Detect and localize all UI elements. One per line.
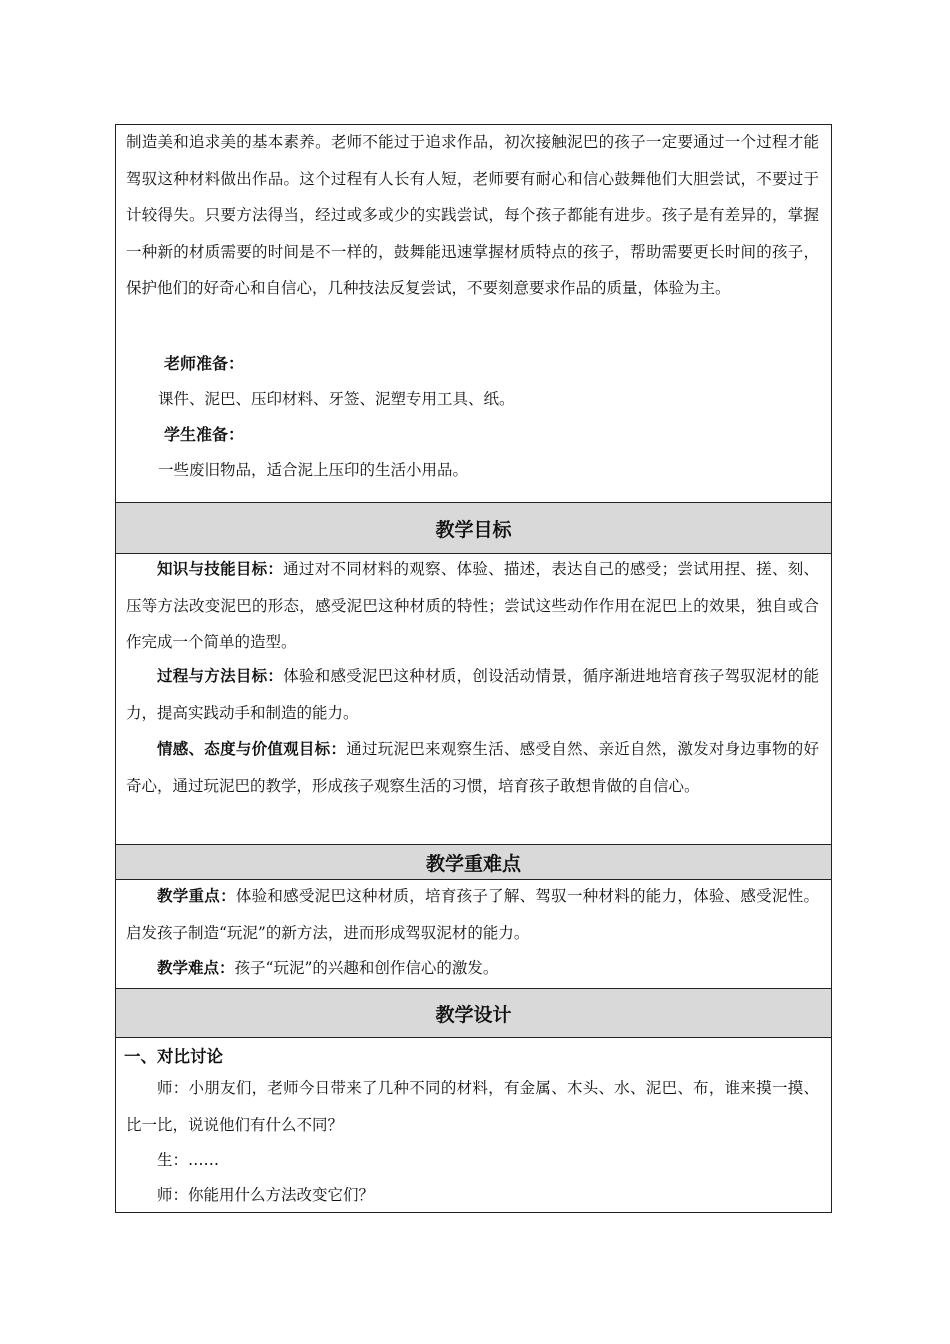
design-line-2: 生：…… [157,1151,220,1169]
design-line-1: 师：小朋友们，老师今日带来了几种不同的材料，有金属、木头、水、泥巴、布，谁来摸一摸、比一比，说说他们有什么不同？ [126,1079,819,1134]
goals-cell [116,554,831,844]
goal-knowledge-label: 知识与技能目标： [157,560,284,578]
goal-knowledge-text: 通过对不同材料的观察、体验、描述，表达自己的感受；尝试用捏、搓、刻、压等方法改变泥巴的形态，感受泥巴这种材质的特性；尝试这些动作作用在泥巴上的效果，独自或合作完成一个简单的造型。 [126,560,819,651]
goal-emotion-label: 情感、态度与价值观目标： [157,740,347,758]
goal-emotion [126,731,819,804]
goal-process-text: 体验和感受泥巴这种材质，创设活动情景，循序渐进地培育孩子驾驭泥材的能力，提高实践动手和制造的能力。 [126,667,819,722]
teacher-prep-text: 课件、泥巴、压印材料、牙签、泥塑专用工具、纸。 [158,390,515,408]
design-line-3: 师：你能用什么方法改变它们？ [157,1186,375,1204]
keypoints-header: 教学重难点 [116,844,831,880]
design-header: 教学设计 [116,988,831,1038]
teacher-prep-label: 老师准备： [164,354,245,373]
design-section-title: 一、对比讨论 [124,1047,223,1066]
student-prep-label: 学生准备： [164,425,245,444]
intro-cell [116,125,831,502]
keypoint-difficulty-label: 教学难点： [157,959,235,977]
keypoint-difficulty-text: 孩子“玩泥”的兴趣和创作信心的激发。 [234,959,499,977]
keypoint-difficulty [126,950,819,987]
design-cell [116,1038,831,1214]
keypoint-focus-text: 体验和感受泥巴这种材质，培育孩子了解、驾驭一种材料的能力，体验、感受泥性。启发孩子制造“玩泥”的新方法，进而形成驾驭泥材的能力。 [126,887,819,942]
keypoints-cell [116,880,831,988]
goal-knowledge [126,551,819,661]
goal-emotion-text: 通过玩泥巴来观察生活、感受自然、亲近自然，激发对身边事物的好奇心，通过玩泥巴的教学，形成孩子观察生活的习惯，培育孩子敢想肯做的自信心。 [126,740,819,795]
keypoint-focus-label: 教学重点： [157,887,236,905]
lesson-plan-table [115,124,832,1213]
goals-header: 教学目标 [116,502,831,554]
goal-process [126,658,819,731]
goal-process-label: 过程与方法目标： [157,667,284,685]
keypoint-focus [126,878,819,951]
intro-paragraph: 制造美和追求美的基本素养。老师不能过于追求作品，初次接触泥巴的孩子一定要通过一个过程才能驾驭这种材料做出作品。这个过程有人长有人短，老师要有耐心和信心鼓舞他们大胆尝试，不要过于计较得失。只要方法得当，经过或多或少的实践尝试，每个孩子都能有进步。孩子是有差异的，掌握一种新的材质需要的时间是不一样的，鼓舞能迅速掌握材质特点的孩子，帮助需要更长时间的孩子，保护他们的好奇心和自信心，几种技法反复尝试，不要刻意要求作品的质量，体验为主。 [126,133,819,297]
student-prep-text: 一些废旧物品，适合泥上压印的生活小用品。 [158,461,469,479]
